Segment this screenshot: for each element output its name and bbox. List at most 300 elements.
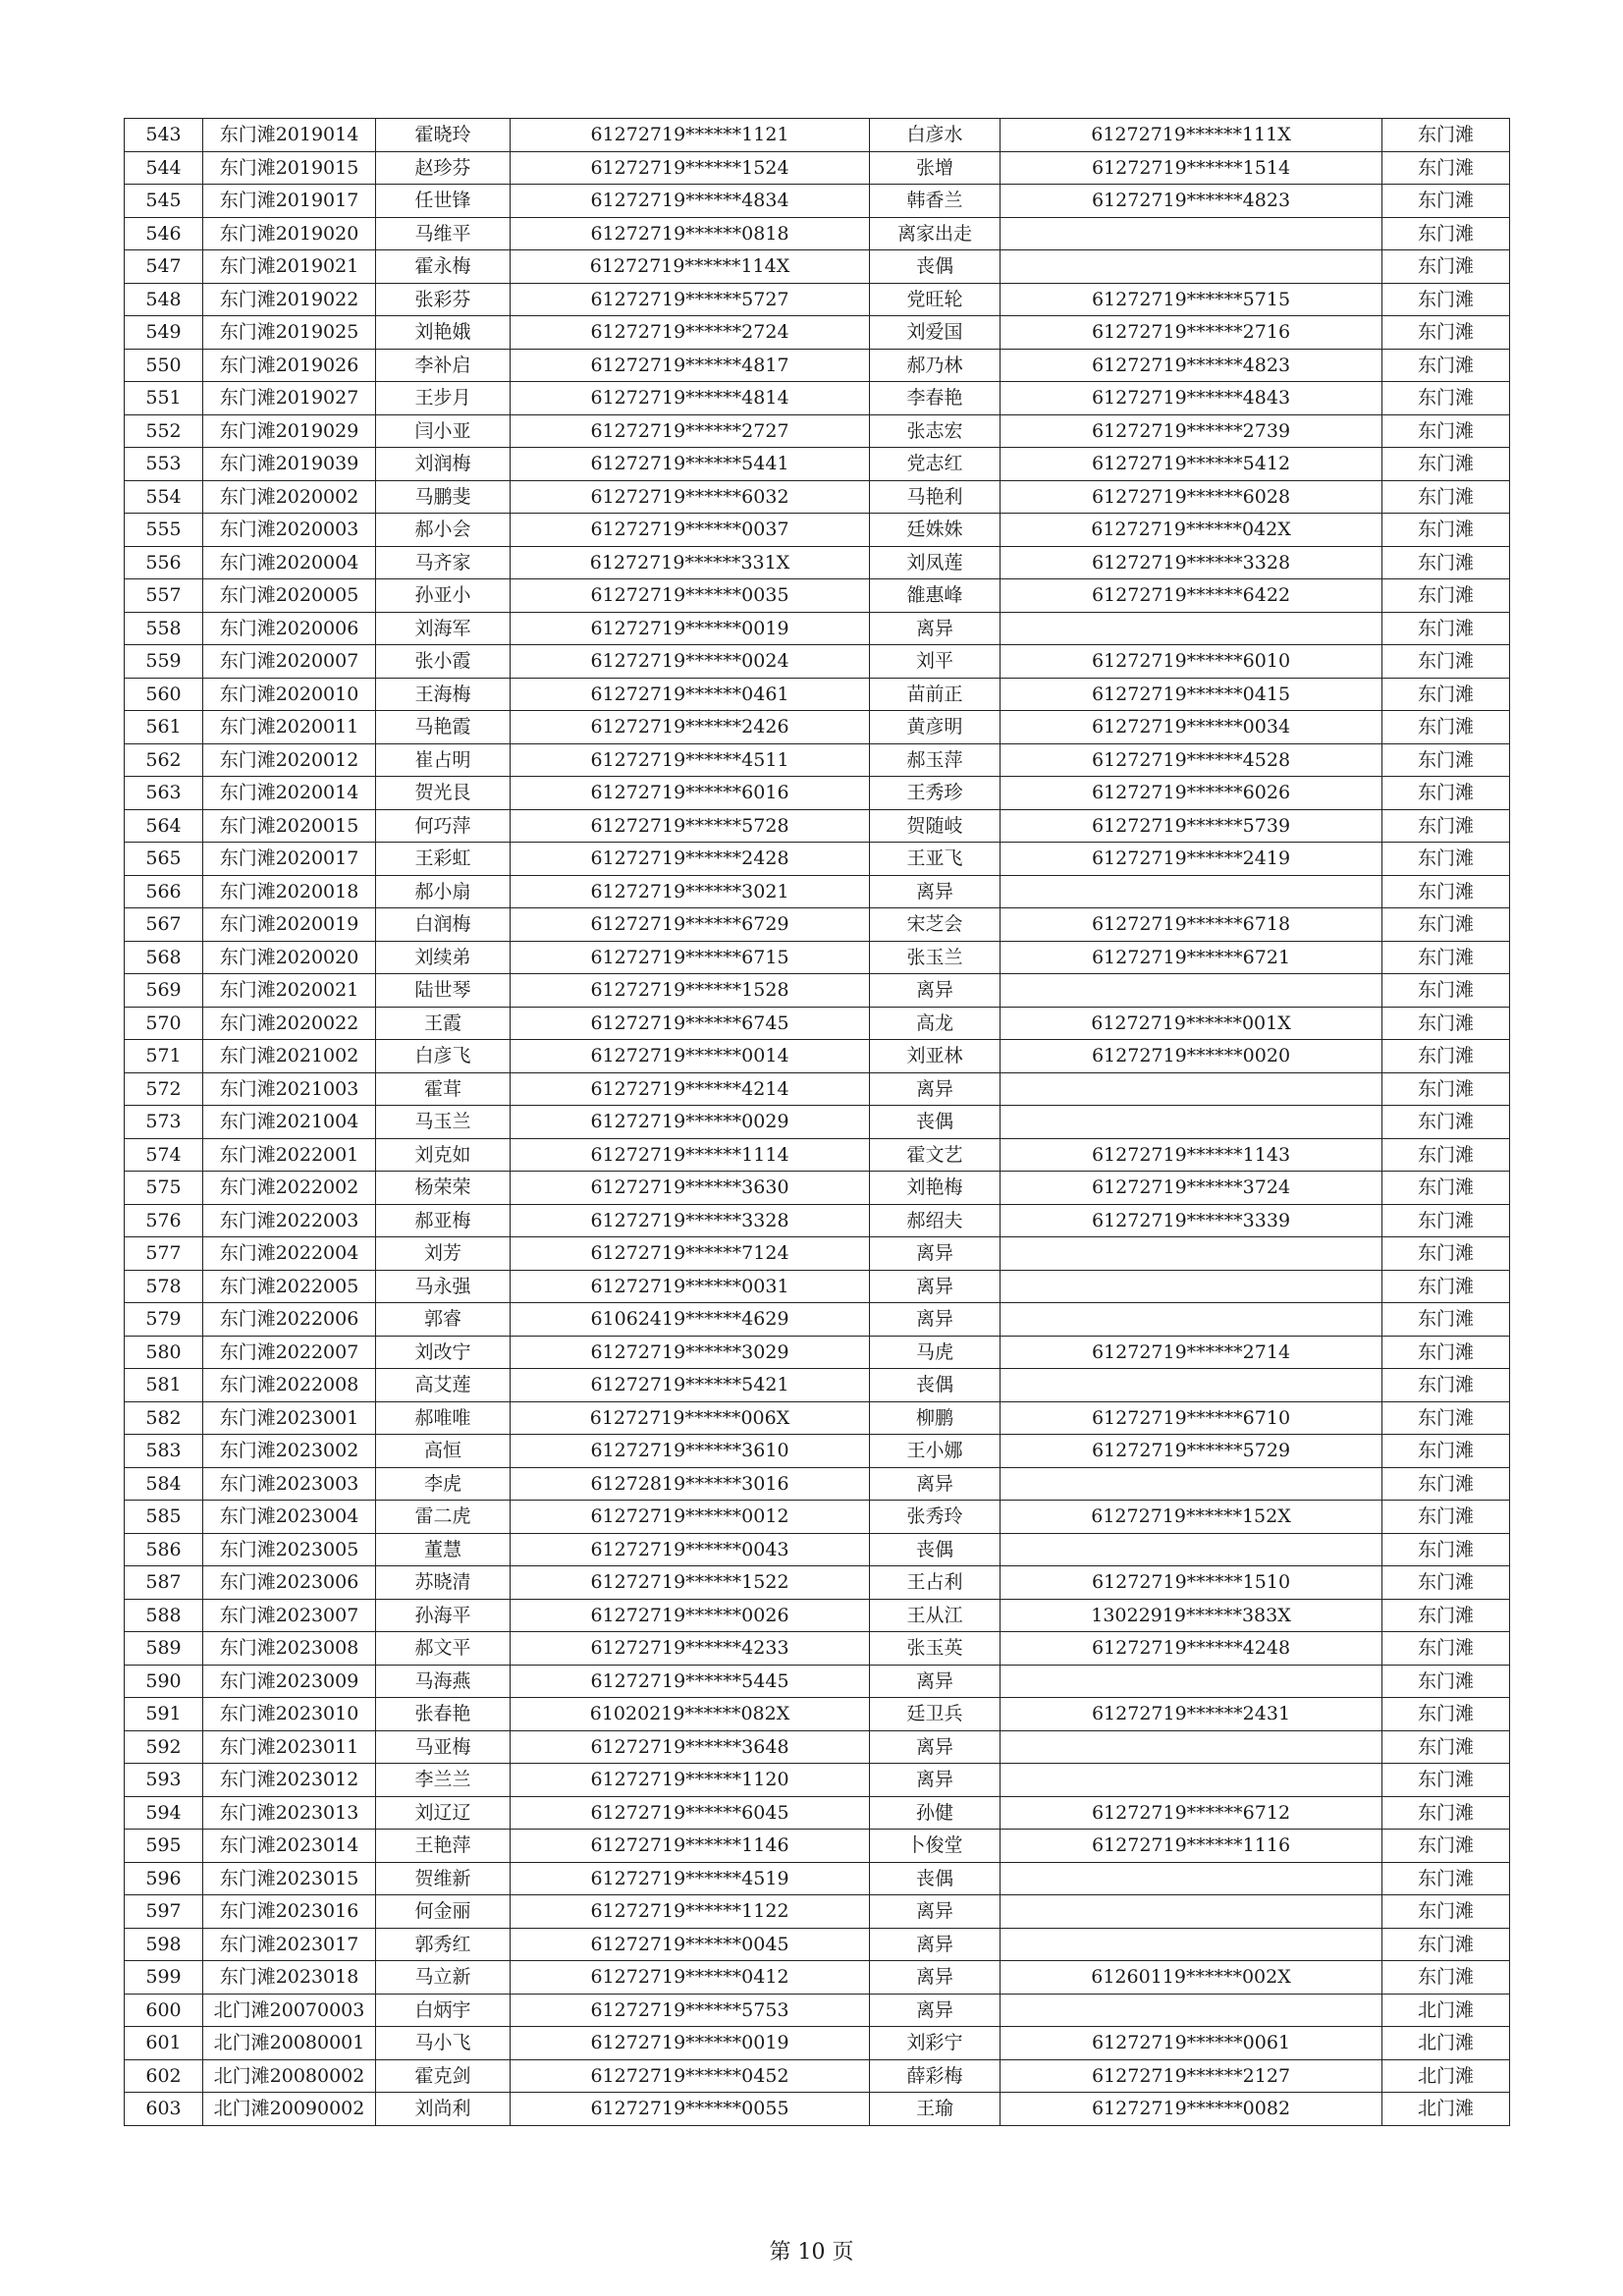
- applicant-name-cell: 高恒: [376, 1435, 511, 1468]
- spouse-id-cell: [1001, 1106, 1382, 1139]
- applicant-id-cell: 61062419******4629: [511, 1303, 870, 1337]
- row-number-cell: 598: [125, 1928, 203, 1961]
- village-cell: 东门滩: [1382, 974, 1510, 1008]
- spouse-name-cell: 张玉兰: [870, 941, 1001, 974]
- row-number-cell: 593: [125, 1764, 203, 1797]
- table-row: [125, 1303, 1510, 1337]
- row-number-cell: 596: [125, 1862, 203, 1895]
- household-id-cell: 东门滩2019020: [203, 217, 376, 250]
- table-row: [125, 711, 1510, 744]
- village-cell: 东门滩: [1382, 1040, 1510, 1073]
- applicant-id-cell: 61272719******5421: [511, 1369, 870, 1402]
- row-number-cell: 568: [125, 941, 203, 974]
- village-cell: 东门滩: [1382, 546, 1510, 579]
- village-cell: 东门滩: [1382, 151, 1510, 185]
- spouse-name-cell: 离异: [870, 612, 1001, 645]
- table-row: [125, 743, 1510, 777]
- household-id-cell: 东门滩2022007: [203, 1336, 376, 1369]
- household-id-cell: 东门滩2023004: [203, 1501, 376, 1534]
- spouse-name-cell: 雒惠峰: [870, 579, 1001, 613]
- spouse-id-cell: 61272719******3339: [1001, 1204, 1382, 1237]
- spouse-name-cell: 离异: [870, 1072, 1001, 1106]
- household-id-cell: 东门滩2020018: [203, 875, 376, 908]
- applicant-id-cell: 61272719******6745: [511, 1007, 870, 1040]
- spouse-id-cell: 61272719******1143: [1001, 1138, 1382, 1172]
- household-id-cell: 东门滩2023014: [203, 1830, 376, 1863]
- household-id-cell: 东门滩2023010: [203, 1698, 376, 1731]
- spouse-id-cell: 61272719******6028: [1001, 480, 1382, 514]
- table-row: [125, 809, 1510, 843]
- household-id-cell: 东门滩2020011: [203, 711, 376, 744]
- spouse-id-cell: 61272719******4843: [1001, 382, 1382, 415]
- applicant-id-cell: 61272719******2426: [511, 711, 870, 744]
- spouse-id-cell: [1001, 1928, 1382, 1961]
- applicant-name-cell: 马小飞: [376, 2027, 511, 2060]
- table-row: [125, 349, 1510, 382]
- applicant-name-cell: 李兰兰: [376, 1764, 511, 1797]
- applicant-name-cell: 闫小亚: [376, 414, 511, 448]
- spouse-id-cell: 61272719******1514: [1001, 151, 1382, 185]
- village-cell: 东门滩: [1382, 1336, 1510, 1369]
- applicant-name-cell: 王彩虹: [376, 843, 511, 876]
- applicant-name-cell: 马立新: [376, 1961, 511, 1995]
- row-number-cell: 591: [125, 1698, 203, 1731]
- row-number-cell: 588: [125, 1599, 203, 1632]
- spouse-id-cell: 61272719******042X: [1001, 514, 1382, 547]
- household-id-cell: 东门滩2023017: [203, 1928, 376, 1961]
- spouse-name-cell: 张志宏: [870, 414, 1001, 448]
- row-number-cell: 560: [125, 678, 203, 711]
- spouse-name-cell: 丧偶: [870, 1369, 1001, 1402]
- applicant-name-cell: 刘尚利: [376, 2093, 511, 2126]
- spouse-id-cell: 13022919******383X: [1001, 1599, 1382, 1632]
- village-cell: 东门滩: [1382, 283, 1510, 316]
- row-number-cell: 566: [125, 875, 203, 908]
- spouse-name-cell: 李春艳: [870, 382, 1001, 415]
- applicant-name-cell: 张春艳: [376, 1698, 511, 1731]
- spouse-id-cell: 61272719******5739: [1001, 809, 1382, 843]
- applicant-name-cell: 郭秀红: [376, 1928, 511, 1961]
- applicant-name-cell: 白润梅: [376, 908, 511, 942]
- applicant-id-cell: 61272719******6045: [511, 1796, 870, 1830]
- spouse-id-cell: [1001, 875, 1382, 908]
- row-number-cell: 569: [125, 974, 203, 1008]
- row-number-cell: 599: [125, 1961, 203, 1995]
- village-cell: 东门滩: [1382, 382, 1510, 415]
- table-row: [125, 1796, 1510, 1830]
- household-id-cell: 东门滩2023003: [203, 1467, 376, 1501]
- village-cell: 东门滩: [1382, 185, 1510, 218]
- table-row: [125, 1007, 1510, 1040]
- applicant-id-cell: 61272719******2428: [511, 843, 870, 876]
- village-cell: 东门滩: [1382, 809, 1510, 843]
- spouse-name-cell: 王占利: [870, 1566, 1001, 1600]
- household-id-cell: 东门滩2019026: [203, 349, 376, 382]
- spouse-id-cell: [1001, 1072, 1382, 1106]
- row-number-cell: 581: [125, 1369, 203, 1402]
- row-number-cell: 573: [125, 1106, 203, 1139]
- applicant-id-cell: 61272719******5441: [511, 448, 870, 481]
- household-id-cell: 东门滩2020003: [203, 514, 376, 547]
- applicant-id-cell: 61272719******0019: [511, 612, 870, 645]
- applicant-id-cell: 61272719******5445: [511, 1665, 870, 1698]
- row-number-cell: 547: [125, 250, 203, 284]
- spouse-id-cell: 61272719******6710: [1001, 1401, 1382, 1435]
- table-row: [125, 382, 1510, 415]
- spouse-id-cell: 61272719******1116: [1001, 1830, 1382, 1863]
- household-id-cell: 北门滩20090002: [203, 2093, 376, 2126]
- applicant-id-cell: 61272719******4214: [511, 1072, 870, 1106]
- household-id-cell: 东门滩2019039: [203, 448, 376, 481]
- village-cell: 东门滩: [1382, 316, 1510, 350]
- table-row: [125, 514, 1510, 547]
- spouse-name-cell: 郝绍夫: [870, 1204, 1001, 1237]
- spouse-id-cell: 61272719******6026: [1001, 777, 1382, 810]
- spouse-id-cell: [1001, 1665, 1382, 1698]
- applicant-id-cell: 61272719******1146: [511, 1830, 870, 1863]
- spouse-id-cell: 61272719******2127: [1001, 2059, 1382, 2093]
- spouse-id-cell: [1001, 1994, 1382, 2027]
- household-id-cell: 东门滩2022001: [203, 1138, 376, 1172]
- applicant-id-cell: 61272719******2724: [511, 316, 870, 350]
- village-cell: 东门滩: [1382, 514, 1510, 547]
- applicant-id-cell: 61272719******0043: [511, 1533, 870, 1566]
- table-row: [125, 316, 1510, 350]
- applicant-name-cell: 贺维新: [376, 1862, 511, 1895]
- applicant-name-cell: 马亚梅: [376, 1730, 511, 1764]
- spouse-id-cell: 61272719******6010: [1001, 645, 1382, 679]
- spouse-id-cell: 61272719******4823: [1001, 349, 1382, 382]
- table-row: [125, 1106, 1510, 1139]
- spouse-name-cell: 韩香兰: [870, 185, 1001, 218]
- applicant-id-cell: 61272719******0818: [511, 217, 870, 250]
- applicant-id-cell: 61272719******1120: [511, 1764, 870, 1797]
- applicant-id-cell: 61272819******3016: [511, 1467, 870, 1501]
- applicant-id-cell: 61272719******0031: [511, 1270, 870, 1303]
- household-id-cell: 东门滩2019017: [203, 185, 376, 218]
- table-row: [125, 678, 1510, 711]
- spouse-name-cell: 刘爱国: [870, 316, 1001, 350]
- row-number-cell: 589: [125, 1632, 203, 1666]
- spouse-id-cell: 61272719******3724: [1001, 1172, 1382, 1205]
- spouse-name-cell: 离异: [870, 1994, 1001, 2027]
- row-number-cell: 580: [125, 1336, 203, 1369]
- applicant-name-cell: 霍茸: [376, 1072, 511, 1106]
- table-row: [125, 1928, 1510, 1961]
- applicant-name-cell: 陆世琴: [376, 974, 511, 1008]
- applicant-name-cell: 任世锋: [376, 185, 511, 218]
- village-cell: 东门滩: [1382, 1106, 1510, 1139]
- village-cell: 东门滩: [1382, 777, 1510, 810]
- applicant-name-cell: 刘艳娥: [376, 316, 511, 350]
- household-id-cell: 东门滩2023012: [203, 1764, 376, 1797]
- spouse-name-cell: 离异: [870, 1895, 1001, 1929]
- spouse-name-cell: 王亚飞: [870, 843, 1001, 876]
- village-cell: 东门滩: [1382, 1599, 1510, 1632]
- village-cell: 东门滩: [1382, 414, 1510, 448]
- village-cell: 东门滩: [1382, 711, 1510, 744]
- household-id-cell: 北门滩20080001: [203, 2027, 376, 2060]
- village-cell: 东门滩: [1382, 250, 1510, 284]
- row-number-cell: 575: [125, 1172, 203, 1205]
- spouse-id-cell: [1001, 1730, 1382, 1764]
- applicant-name-cell: 郝唯唯: [376, 1401, 511, 1435]
- spouse-id-cell: 61272719******5715: [1001, 283, 1382, 316]
- spouse-id-cell: [1001, 612, 1382, 645]
- row-number-cell: 583: [125, 1435, 203, 1468]
- applicant-name-cell: 贺光艮: [376, 777, 511, 810]
- household-id-cell: 东门滩2023005: [203, 1533, 376, 1566]
- spouse-name-cell: 孙健: [870, 1796, 1001, 1830]
- row-number-cell: 554: [125, 480, 203, 514]
- applicant-id-cell: 61272719******6016: [511, 777, 870, 810]
- row-number-cell: 543: [125, 119, 203, 152]
- applicant-id-cell: 61272719******0461: [511, 678, 870, 711]
- table-row: [125, 2059, 1510, 2093]
- row-number-cell: 594: [125, 1796, 203, 1830]
- spouse-id-cell: [1001, 1764, 1382, 1797]
- applicant-name-cell: 刘续弟: [376, 941, 511, 974]
- household-id-cell: 东门滩2023015: [203, 1862, 376, 1895]
- spouse-id-cell: 61272719******0020: [1001, 1040, 1382, 1073]
- row-number-cell: 578: [125, 1270, 203, 1303]
- household-id-cell: 东门滩2020022: [203, 1007, 376, 1040]
- applicant-id-cell: 61272719******0014: [511, 1040, 870, 1073]
- spouse-name-cell: 刘凤莲: [870, 546, 1001, 579]
- spouse-name-cell: 离异: [870, 1270, 1001, 1303]
- applicant-id-cell: 61272719******331X: [511, 546, 870, 579]
- applicant-id-cell: 61272719******1522: [511, 1566, 870, 1600]
- applicant-name-cell: 崔占明: [376, 743, 511, 777]
- applicant-id-cell: 61272719******1121: [511, 119, 870, 152]
- applicant-name-cell: 王海梅: [376, 678, 511, 711]
- household-id-cell: 东门滩2022006: [203, 1303, 376, 1337]
- applicant-name-cell: 霍克剑: [376, 2059, 511, 2093]
- spouse-name-cell: 廷姝姝: [870, 514, 1001, 547]
- row-number-cell: 571: [125, 1040, 203, 1073]
- row-number-cell: 548: [125, 283, 203, 316]
- village-cell: 东门滩: [1382, 875, 1510, 908]
- applicant-name-cell: 刘克如: [376, 1138, 511, 1172]
- spouse-name-cell: 卜俊堂: [870, 1830, 1001, 1863]
- table-row: [125, 217, 1510, 250]
- spouse-name-cell: 离异: [870, 1730, 1001, 1764]
- applicant-id-cell: 61272719******1528: [511, 974, 870, 1008]
- spouse-id-cell: 61260119******002X: [1001, 1961, 1382, 1995]
- applicant-name-cell: 孙亚小: [376, 579, 511, 613]
- household-id-cell: 东门滩2022008: [203, 1369, 376, 1402]
- household-id-cell: 东门滩2020004: [203, 546, 376, 579]
- applicant-id-cell: 61272719******6715: [511, 941, 870, 974]
- row-number-cell: 576: [125, 1204, 203, 1237]
- applicant-id-cell: 61272719******0035: [511, 579, 870, 613]
- applicant-name-cell: 刘改宁: [376, 1336, 511, 1369]
- spouse-name-cell: 郝乃林: [870, 349, 1001, 382]
- applicant-id-cell: 61272719******0029: [511, 1106, 870, 1139]
- village-cell: 东门滩: [1382, 1467, 1510, 1501]
- spouse-name-cell: 离异: [870, 1928, 1001, 1961]
- spouse-name-cell: 离异: [870, 875, 1001, 908]
- spouse-id-cell: 61272719******3328: [1001, 546, 1382, 579]
- table-row: [125, 1730, 1510, 1764]
- household-id-cell: 东门滩2023011: [203, 1730, 376, 1764]
- spouse-id-cell: [1001, 1270, 1382, 1303]
- table-row: [125, 250, 1510, 284]
- applicant-id-cell: 61272719******5727: [511, 283, 870, 316]
- table-row: [125, 941, 1510, 974]
- row-number-cell: 586: [125, 1533, 203, 1566]
- spouse-name-cell: 党旺轮: [870, 283, 1001, 316]
- table-row: [125, 1764, 1510, 1797]
- row-number-cell: 561: [125, 711, 203, 744]
- village-cell: 东门滩: [1382, 1204, 1510, 1237]
- spouse-name-cell: 张玉英: [870, 1632, 1001, 1666]
- village-cell: 东门滩: [1382, 1237, 1510, 1271]
- table-row: [125, 1599, 1510, 1632]
- village-cell: 东门滩: [1382, 1172, 1510, 1205]
- spouse-id-cell: 61272719******0082: [1001, 2093, 1382, 2126]
- spouse-id-cell: [1001, 1467, 1382, 1501]
- applicant-name-cell: 李补启: [376, 349, 511, 382]
- village-cell: 东门滩: [1382, 1435, 1510, 1468]
- row-number-cell: 590: [125, 1665, 203, 1698]
- household-id-cell: 东门滩2021003: [203, 1072, 376, 1106]
- spouse-name-cell: 离异: [870, 1467, 1001, 1501]
- applicant-name-cell: 王霞: [376, 1007, 511, 1040]
- spouse-id-cell: [1001, 1237, 1382, 1271]
- row-number-cell: 603: [125, 2093, 203, 2126]
- row-number-cell: 564: [125, 809, 203, 843]
- row-number-cell: 582: [125, 1401, 203, 1435]
- applicant-name-cell: 刘芳: [376, 1237, 511, 1271]
- table-row: [125, 480, 1510, 514]
- village-cell: 东门滩: [1382, 1764, 1510, 1797]
- household-id-cell: 东门滩2020002: [203, 480, 376, 514]
- page-number: 第 10 页: [769, 2240, 854, 2265]
- household-id-cell: 东门滩2020007: [203, 645, 376, 679]
- table-row: [125, 546, 1510, 579]
- applicant-name-cell: 霍晓玲: [376, 119, 511, 152]
- household-id-cell: 东门滩2023009: [203, 1665, 376, 1698]
- table-row: [125, 1237, 1510, 1271]
- spouse-id-cell: 61272719******2716: [1001, 316, 1382, 350]
- household-id-cell: 东门滩2019029: [203, 414, 376, 448]
- village-cell: 东门滩: [1382, 743, 1510, 777]
- row-number-cell: 570: [125, 1007, 203, 1040]
- spouse-id-cell: 61272719******111X: [1001, 119, 1382, 152]
- household-id-cell: 东门滩2020020: [203, 941, 376, 974]
- applicant-id-cell: 61272719******0012: [511, 1501, 870, 1534]
- table-row: [125, 1862, 1510, 1895]
- household-id-cell: 东门滩2020010: [203, 678, 376, 711]
- spouse-name-cell: 白彦水: [870, 119, 1001, 152]
- spouse-id-cell: [1001, 974, 1382, 1008]
- applicant-id-cell: 61272719******3630: [511, 1172, 870, 1205]
- applicant-name-cell: 郝亚梅: [376, 1204, 511, 1237]
- spouse-name-cell: 离异: [870, 1961, 1001, 1995]
- row-number-cell: 557: [125, 579, 203, 613]
- spouse-id-cell: 61272719******152X: [1001, 1501, 1382, 1534]
- table-row: [125, 1204, 1510, 1237]
- table-row: [125, 283, 1510, 316]
- spouse-name-cell: 黄彦明: [870, 711, 1001, 744]
- household-id-cell: 东门滩2022002: [203, 1172, 376, 1205]
- village-cell: 东门滩: [1382, 448, 1510, 481]
- village-cell: 东门滩: [1382, 480, 1510, 514]
- row-number-cell: 587: [125, 1566, 203, 1600]
- applicant-id-cell: 61272719******4511: [511, 743, 870, 777]
- applicant-id-cell: 61272719******4233: [511, 1632, 870, 1666]
- household-id-cell: 东门滩2020006: [203, 612, 376, 645]
- village-cell: 东门滩: [1382, 1730, 1510, 1764]
- village-cell: 东门滩: [1382, 1501, 1510, 1534]
- applicant-name-cell: 张小霞: [376, 645, 511, 679]
- row-number-cell: 567: [125, 908, 203, 942]
- household-id-cell: 东门滩2022005: [203, 1270, 376, 1303]
- spouse-name-cell: 王小娜: [870, 1435, 1001, 1468]
- applicant-name-cell: 董慧: [376, 1533, 511, 1566]
- village-cell: 东门滩: [1382, 119, 1510, 152]
- table-row: [125, 974, 1510, 1008]
- row-number-cell: 556: [125, 546, 203, 579]
- applicant-name-cell: 孙海平: [376, 1599, 511, 1632]
- records-table-body: [125, 119, 1510, 2126]
- household-id-cell: 东门滩2019022: [203, 283, 376, 316]
- spouse-name-cell: 薛彩梅: [870, 2059, 1001, 2093]
- applicant-name-cell: 雷二虎: [376, 1501, 511, 1534]
- spouse-name-cell: 马艳利: [870, 480, 1001, 514]
- applicant-id-cell: 61272719******3021: [511, 875, 870, 908]
- table-row: [125, 1830, 1510, 1863]
- applicant-id-cell: 61272719******0024: [511, 645, 870, 679]
- row-number-cell: 562: [125, 743, 203, 777]
- table-row: [125, 185, 1510, 218]
- village-cell: 东门滩: [1382, 1401, 1510, 1435]
- spouse-id-cell: 61272719******0415: [1001, 678, 1382, 711]
- household-id-cell: 东门滩2020014: [203, 777, 376, 810]
- spouse-id-cell: 61272719******5729: [1001, 1435, 1382, 1468]
- applicant-id-cell: 61272719******2727: [511, 414, 870, 448]
- village-cell: 东门滩: [1382, 908, 1510, 942]
- row-number-cell: 600: [125, 1994, 203, 2027]
- applicant-id-cell: 61272719******5753: [511, 1994, 870, 2027]
- spouse-name-cell: 离异: [870, 974, 1001, 1008]
- applicant-id-cell: 61272719******0452: [511, 2059, 870, 2093]
- household-id-cell: 东门滩2020019: [203, 908, 376, 942]
- table-row: [125, 1961, 1510, 1995]
- applicant-id-cell: 61272719******114X: [511, 250, 870, 284]
- applicant-id-cell: 61272719******3610: [511, 1435, 870, 1468]
- spouse-id-cell: 61272719******0061: [1001, 2027, 1382, 2060]
- row-number-cell: 592: [125, 1730, 203, 1764]
- table-row: [125, 2093, 1510, 2126]
- table-row: [125, 119, 1510, 152]
- spouse-name-cell: 廷卫兵: [870, 1698, 1001, 1731]
- spouse-name-cell: 刘平: [870, 645, 1001, 679]
- applicant-id-cell: 61272719******1122: [511, 1895, 870, 1929]
- applicant-id-cell: 61020219******082X: [511, 1698, 870, 1731]
- village-cell: 东门滩: [1382, 1830, 1510, 1863]
- spouse-name-cell: 张秀玲: [870, 1501, 1001, 1534]
- row-number-cell: 601: [125, 2027, 203, 2060]
- household-id-cell: 东门滩2022003: [203, 1204, 376, 1237]
- village-cell: 东门滩: [1382, 1698, 1510, 1731]
- spouse-id-cell: [1001, 1895, 1382, 1929]
- spouse-id-cell: 61272719******001X: [1001, 1007, 1382, 1040]
- household-id-cell: 东门滩2020012: [203, 743, 376, 777]
- applicant-name-cell: 何巧萍: [376, 809, 511, 843]
- spouse-name-cell: 离异: [870, 1764, 1001, 1797]
